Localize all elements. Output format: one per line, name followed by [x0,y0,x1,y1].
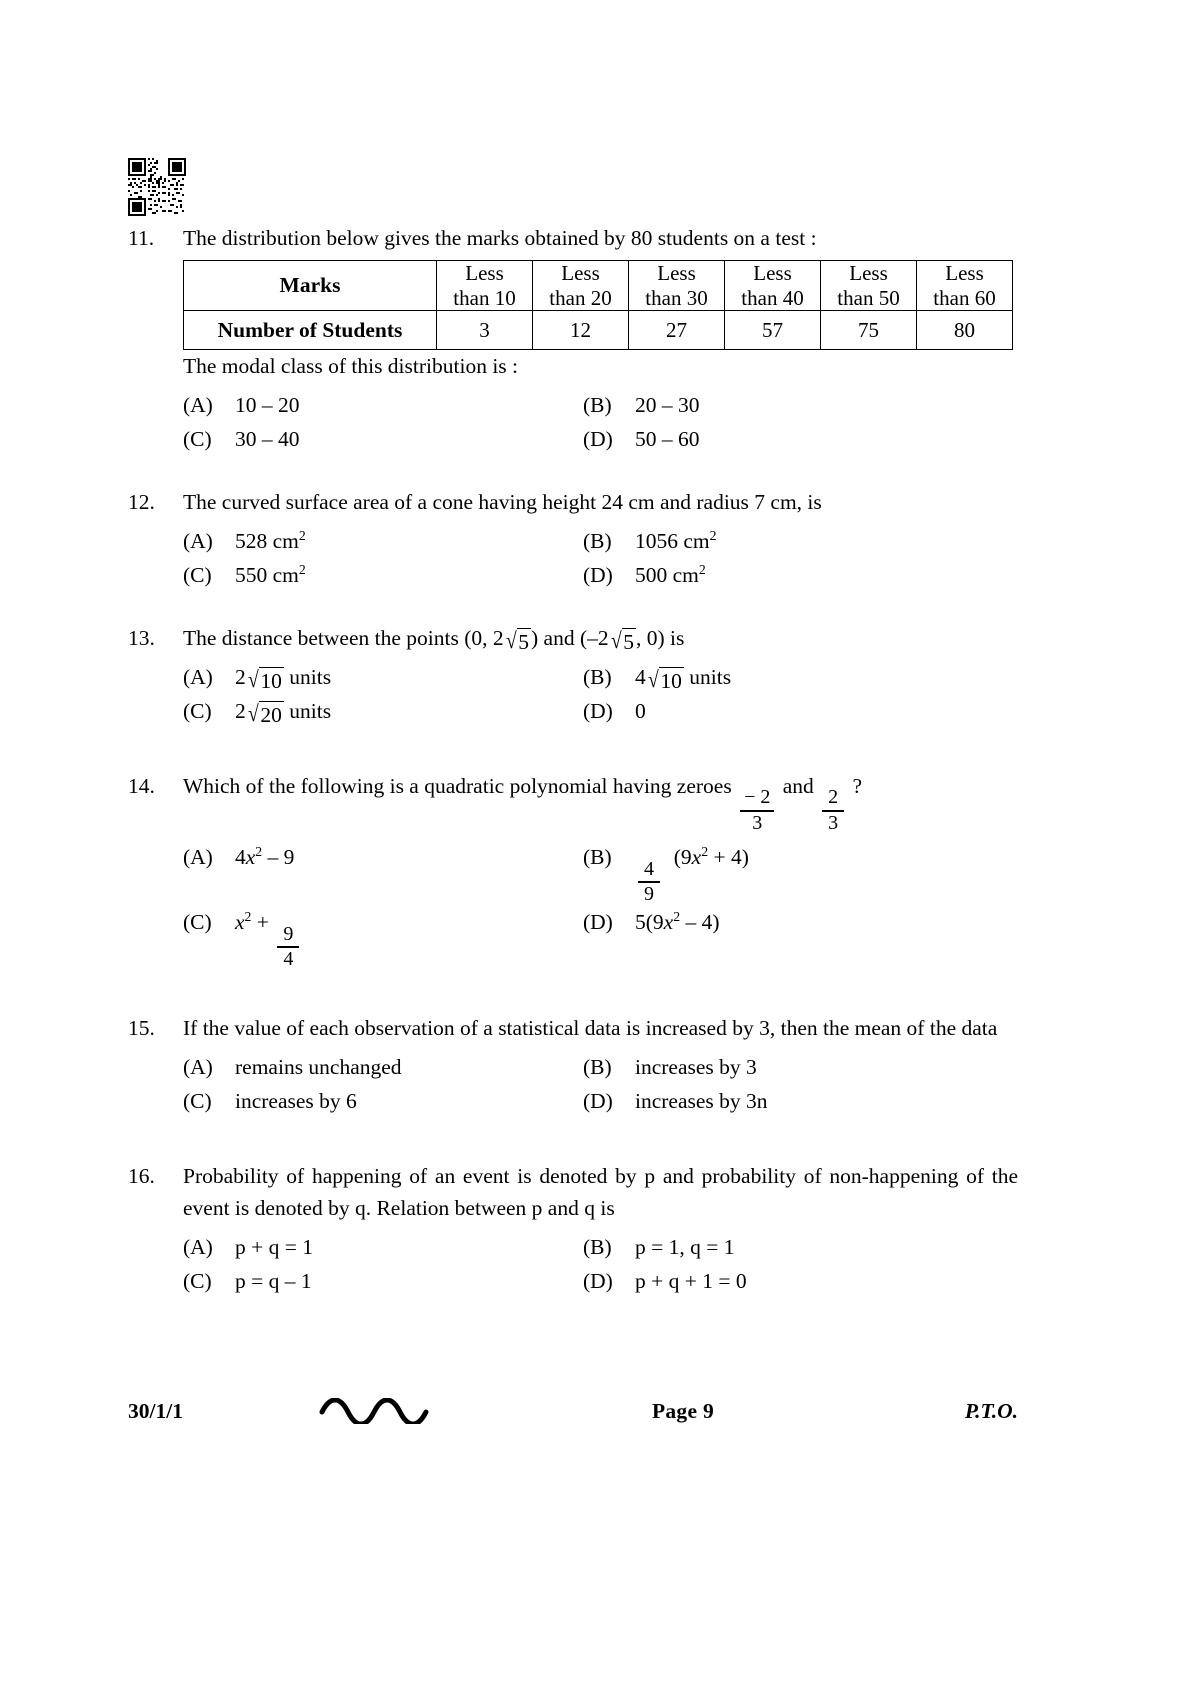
question-15 [128,1012,1018,1118]
option-13-d[interactable] [583,694,1018,728]
option-label: (B) [583,1055,612,1080]
option-label: (B) [583,665,612,690]
cell-students-2: 27 [629,311,725,350]
option-value: $\frac{4}{9}$ $(9x^2 + 4)$ [635,840,749,905]
sqrt-icon [247,701,284,727]
cell-students-1: 12 [533,311,629,350]
option-label: (A) [183,1235,213,1260]
numerator: 2 [828,786,839,809]
option-label: (C) [183,563,212,588]
option-value: increases by 6 [235,1089,357,1114]
option-value [235,660,331,694]
option-16-c[interactable] [183,1264,583,1298]
option-number: 1056 [635,529,678,554]
header-line1: Less [657,261,696,285]
option-14-c[interactable] [183,905,583,970]
option-label: (A) [183,845,213,870]
option-label: (C) [183,1089,212,1114]
option-label: (D) [583,427,613,452]
header-line1: Less [561,261,600,285]
option-label: (D) [583,1089,613,1114]
option-15-d[interactable] [583,1084,1018,1118]
option-unit: cm [672,563,699,588]
option-unit: cm [272,563,299,588]
option-value: 10 – 20 [235,393,300,418]
header-line2: than 50 [837,285,900,310]
question-12 [128,486,1018,592]
denominator: 4 [283,947,294,970]
option-label: (C) [183,699,212,724]
option-row [183,694,1018,728]
paper-code: 30/1/1 [128,1398,183,1423]
question-13-number: 13. [128,626,155,651]
option-suffix: units [689,665,732,690]
radicand: 5 [623,629,634,654]
option-row [183,660,1018,694]
question-13-text-post: , 0) is [636,626,685,651]
option-16-a[interactable] [183,1230,583,1264]
cell-header-0 [437,261,533,311]
question-16-text: Probability of happening of an event is denoted by p and probability of non-happening of the event is denoted by q. Relation between p and q is [183,1164,1018,1221]
fraction-c [277,924,299,971]
option-value [235,558,306,592]
question-14-text [183,770,1018,834]
coefficient: 4 [635,665,646,690]
option-value: 30 – 40 [235,427,300,452]
question-list [128,222,1018,1298]
option-label: (D) [583,1269,613,1294]
option-row [183,558,1018,592]
denominator: 3 [752,811,763,834]
option-value [235,694,331,728]
fraction-b [638,859,660,906]
exponent: 2 [255,844,263,860]
option-value [235,524,306,558]
option-unit: cm [683,529,710,554]
radical-sign: √ [647,666,659,692]
header-line2: than 40 [741,285,804,310]
spacer [128,592,1018,622]
cell-students-4: 75 [821,311,917,350]
option-value: 0 [635,699,646,724]
option-row [183,1264,1018,1298]
option-value: remains unchanged [235,1055,402,1080]
spacer [128,1118,1018,1160]
option-12-b[interactable] [583,524,1018,558]
radicand: 5 [518,629,529,654]
option-13-b[interactable] [583,660,1018,694]
coefficient: 2 [235,699,246,724]
exponent: 2 [244,909,252,925]
question-11-number: 11. [128,226,155,250]
option-suffix: units [289,665,332,690]
numerator: − 2 [744,786,771,809]
option-11-d[interactable] [583,422,1018,456]
question-16-options [183,1230,1018,1298]
option-row [183,524,1018,558]
header-line1: Less [465,261,504,285]
question-16 [128,1160,1018,1298]
option-value: $4x^2 - 9$ [235,844,295,870]
option-label: (A) [183,665,213,690]
option-row [183,840,1018,905]
option-number: 528 [235,529,268,554]
sqrt-icon [247,667,284,693]
question-13-text-mid: ) and (–2 [531,626,609,651]
option-label: (B) [583,393,612,418]
question-11-options [183,388,1018,456]
variable-x: x [691,845,702,870]
option-row [183,1050,1018,1084]
option-value: increases by 3n [635,1089,768,1114]
sqrt-icon [647,667,684,693]
question-14-text-post: ? [852,774,863,799]
option-exponent: 2 [298,527,306,543]
sqrt-icon [505,628,531,654]
option-number: 500 [635,563,668,588]
header-line1: Less [849,261,888,285]
option-label: (A) [183,529,213,554]
option-label: (B) [583,845,612,870]
variable-x: x [245,845,256,870]
page-number: Page 9 [651,1398,715,1423]
question-12-number: 12. [128,490,155,515]
option-value: p = 1, q = 1 [635,1235,735,1260]
option-12-d[interactable] [583,558,1018,592]
cell-marks-label: Marks [184,261,437,311]
radicand: 10 [660,668,682,693]
radical-sign: √ [247,666,259,692]
option-value: 20 – 30 [635,393,700,418]
option-value [635,558,706,592]
option-value: $5(9x^2 - 4)$ [635,909,720,935]
option-12-a[interactable] [183,524,583,558]
radicand: 20 [260,702,282,727]
table-row-marks [184,261,1013,311]
option-row [183,388,1018,422]
radical-sign: √ [247,700,259,726]
option-11-c[interactable] [183,422,583,456]
option-label: (C) [183,427,212,452]
pto-label: P.T.O. [964,1398,1018,1423]
option-label: (D) [583,563,613,588]
option-suffix: units [289,699,332,724]
option-12-c[interactable] [183,558,583,592]
option-11-a[interactable] [183,388,583,422]
option-label: (A) [183,393,213,418]
radicand: 10 [260,668,282,693]
question-15-number: 15. [128,1016,155,1041]
option-14-a[interactable] [183,840,583,874]
question-15-options [183,1050,1018,1118]
marks-distribution-table [183,260,1013,350]
question-12-options [183,524,1018,592]
exponent: 2 [701,844,709,860]
question-13-options [183,660,1018,728]
cell-students-5: 80 [917,311,1013,350]
denominator: 9 [644,882,654,905]
spacer [128,970,1018,1012]
coefficient: 2 [235,665,246,690]
option-label: (B) [583,529,612,554]
sqrt-icon [610,628,636,654]
numerator: 4 [644,857,654,880]
variable-x: x [235,910,245,935]
question-13 [128,622,1018,728]
table-row-students [184,311,1013,350]
marks-table-wrap [183,260,1018,350]
option-14-b[interactable] [583,840,1018,905]
question-14-text-mid: and [782,774,814,799]
option-label: (A) [183,1055,213,1080]
option-exponent: 2 [298,561,306,577]
option-label: (C) [183,1269,212,1294]
option-15-b[interactable] [583,1050,1018,1084]
option-label: (D) [583,910,613,935]
cell-header-5 [917,261,1013,311]
option-row [183,1084,1018,1118]
header-line2: than 30 [645,285,708,310]
numerator: 9 [283,922,294,945]
option-15-c[interactable] [183,1084,583,1118]
header-line2: than 20 [549,285,612,310]
question-11-text: The distribution below gives the marks obtained by 80 students on a test : [183,226,817,250]
cell-header-2 [629,261,725,311]
option-row [183,1230,1018,1264]
radical-sign: √ [505,627,517,653]
option-unit: cm [272,529,299,554]
option-value [635,524,717,558]
option-exponent: 2 [698,561,706,577]
question-14-text-pre: Which of the following is a quadratic polynomial having zeroes [183,774,732,799]
question-11-subtext: The modal class of this distribution is : [183,354,519,379]
option-row [183,422,1018,456]
question-13-text-pre: The distance between the points (0, 2 [183,626,504,651]
option-16-b[interactable] [583,1230,1018,1264]
option-label: (C) [183,910,212,935]
page-footer [128,1398,1018,1424]
variable-x: x [663,910,674,935]
header-line1: Less [945,261,984,285]
question-15-text: If the value of each observation of a statistical data is increased by 3, then the mean of the data [183,1016,998,1041]
denominator: 3 [828,811,839,834]
radical-sign: √ [610,627,622,653]
option-value: 50 – 60 [635,427,700,452]
option-15-a[interactable] [183,1050,583,1084]
cell-header-4 [821,261,917,311]
option-row [183,905,1018,970]
option-exponent: 2 [709,527,717,543]
question-16-number: 16. [128,1164,155,1189]
question-12-text: The curved surface area of a cone having height 24 cm and radius 7 cm, is [183,490,822,515]
exponent: 2 [673,909,681,925]
option-14-d[interactable] [583,905,1018,939]
option-11-b[interactable] [583,388,1018,422]
question-13-text [183,622,1018,654]
option-13-a[interactable] [183,660,583,694]
cell-students-label: Number of Students [184,311,437,350]
question-14-number: 14. [128,774,155,799]
header-line2: than 10 [453,285,516,310]
cell-students-3: 57 [725,311,821,350]
option-value: $x^2$ + $\frac{9}{4}$ [235,905,302,970]
option-16-d[interactable] [583,1264,1018,1298]
option-value: p = q – 1 [235,1269,312,1294]
header-line1: Less [753,261,792,285]
fraction-zero1 [740,787,774,834]
option-value [635,660,731,694]
question-14 [128,770,1018,970]
option-label: (B) [583,1235,612,1260]
option-value: p + q = 1 [235,1235,314,1260]
fraction-zero2 [822,787,844,834]
cell-students-0: 3 [437,311,533,350]
option-value: p + q + 1 = 0 [635,1269,747,1294]
option-13-c[interactable] [183,694,583,728]
spacer [128,728,1018,770]
header-line2: than 60 [933,285,996,310]
cell-header-1 [533,261,629,311]
question-11 [128,222,1018,456]
squiggle-ornament-icon [318,1398,498,1424]
option-number: 550 [235,563,268,588]
cell-header-3 [725,261,821,311]
option-label: (D) [583,699,613,724]
spacer [128,456,1018,486]
option-value: increases by 3 [635,1055,757,1080]
question-14-options [183,840,1018,970]
qr-code-icon [128,158,186,216]
